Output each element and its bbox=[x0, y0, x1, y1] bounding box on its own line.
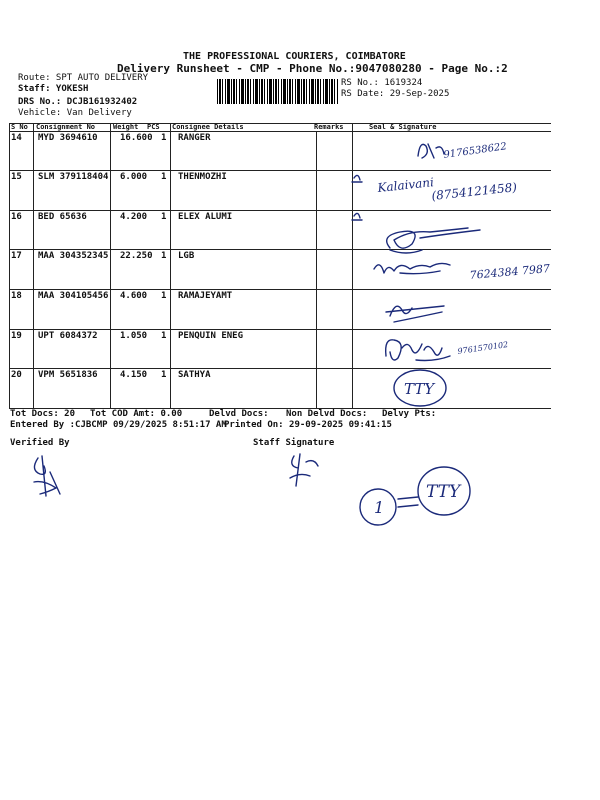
row-consignee: SATHYA bbox=[178, 370, 211, 380]
row-consignee: THENMOZHI bbox=[178, 172, 227, 182]
col-sno: S No bbox=[11, 123, 28, 131]
svg-text:(8754121458): (8754121458) bbox=[430, 180, 518, 203]
signature-row-14 bbox=[410, 136, 550, 172]
row-consignment: BED 65636 bbox=[38, 212, 87, 222]
svg-text:9176538622: 9176538622 bbox=[442, 141, 508, 161]
staff-signature-label: Staff Signature bbox=[253, 438, 335, 448]
col-weight: Weight bbox=[113, 123, 139, 131]
staff-signature bbox=[280, 448, 330, 497]
row-weight: 4.200 bbox=[120, 212, 148, 222]
route-label: Route: SPT AUTO DELIVERY bbox=[18, 73, 149, 83]
svg-text:7624384 7987: 7624384 7987 bbox=[469, 262, 551, 282]
row-sno: 18 bbox=[11, 291, 22, 301]
row-pcs: 1 bbox=[161, 133, 167, 143]
stamp-row-20 bbox=[388, 368, 458, 412]
row-pcs: 1 bbox=[161, 251, 167, 261]
svg-text:9761570102: 9761570102 bbox=[457, 339, 509, 356]
row-sno: 17 bbox=[11, 251, 22, 261]
row-sno: 15 bbox=[11, 172, 22, 182]
row-weight: 4.600 bbox=[120, 291, 148, 301]
row-weight: 16.600 bbox=[120, 133, 153, 143]
row-consignment: MAA 304352345 bbox=[38, 251, 109, 261]
row-weight: 22.250 bbox=[120, 251, 153, 261]
company-name: THE PROFESSIONAL COURIERS, COIMBATORE bbox=[183, 51, 406, 62]
row-consignment: SLM 379118404 bbox=[38, 172, 109, 182]
row-sno: 14 bbox=[11, 133, 22, 143]
row-consignment: UPT 6084372 bbox=[38, 331, 98, 341]
rs-date: RS Date: 29-Sep-2025 bbox=[341, 89, 450, 99]
row-consignment: MAA 304105456 bbox=[38, 291, 109, 301]
svg-text:TTY: TTY bbox=[426, 482, 461, 502]
col-remarks: Remarks bbox=[314, 123, 344, 131]
svg-text:1: 1 bbox=[374, 498, 385, 517]
printed-on: Printed On: 29-09-2025 09:41:15 bbox=[224, 420, 392, 430]
row-consignee: ELEX ALUMI bbox=[178, 212, 233, 222]
vehicle-label: Vehicle: Van Delivery bbox=[18, 108, 132, 118]
total-cod: Tot COD Amt: 0.00 bbox=[90, 409, 183, 419]
row-consignee: RAMAJEYAMT bbox=[178, 291, 233, 301]
delivery-points: Delvy Pts: bbox=[382, 409, 437, 419]
verified-by-label: Verified By bbox=[10, 438, 70, 448]
row-pcs: 1 bbox=[161, 172, 167, 182]
staff-label: Staff: YOKESH bbox=[18, 84, 89, 94]
entered-by: Entered By :CJBCMP 09/29/2025 8:51:17 AM bbox=[10, 420, 227, 430]
drs-number: DRS No.: DCJB161932402 bbox=[18, 97, 138, 107]
row-pcs: 1 bbox=[161, 331, 167, 341]
col-consignment: Consignment No bbox=[36, 123, 96, 131]
row-sno: 20 bbox=[11, 370, 22, 380]
row-consignment: MYD 3694610 bbox=[38, 133, 98, 143]
runsheet-title: Delivery Runsheet - CMP - Phone No.:9047080280 - Page No.:2 bbox=[117, 62, 508, 75]
row-pcs: 1 bbox=[161, 370, 167, 380]
verified-signature bbox=[26, 452, 76, 506]
row-weight: 6.000 bbox=[120, 172, 148, 182]
row-pcs: 1 bbox=[161, 212, 167, 222]
non-delivered-docs: Non Delvd Docs: bbox=[286, 409, 368, 419]
row-consignee: RANGER bbox=[178, 133, 211, 143]
total-docs: Tot Docs: 20 bbox=[10, 409, 76, 419]
row-pcs: 1 bbox=[161, 291, 167, 301]
row-weight: 1.050 bbox=[120, 331, 148, 341]
row-sno: 19 bbox=[11, 331, 22, 341]
col-consignee: Consignee Details bbox=[172, 123, 244, 131]
footer-stamp bbox=[356, 455, 486, 539]
col-seal: Seal & Signature bbox=[369, 123, 437, 131]
row-sno: 16 bbox=[11, 212, 22, 222]
signature-row-17 bbox=[370, 255, 570, 299]
row-weight: 4.150 bbox=[120, 370, 148, 380]
col-pcs: PCS bbox=[147, 123, 160, 131]
row-consignee: PENQUIN ENEG bbox=[178, 331, 244, 341]
svg-text:Kalaivani: Kalaivani bbox=[376, 175, 435, 195]
barcode bbox=[217, 79, 339, 104]
signature-row-15 bbox=[350, 170, 530, 214]
signature-row-18 bbox=[384, 296, 464, 330]
row-consignment: VPM 5651836 bbox=[38, 370, 98, 380]
rs-number: RS No.: 1619324 bbox=[341, 78, 423, 88]
row-consignee: LGB bbox=[178, 251, 195, 261]
svg-text:TTY: TTY bbox=[404, 380, 435, 398]
delivered-docs: Delvd Docs: bbox=[209, 409, 269, 419]
